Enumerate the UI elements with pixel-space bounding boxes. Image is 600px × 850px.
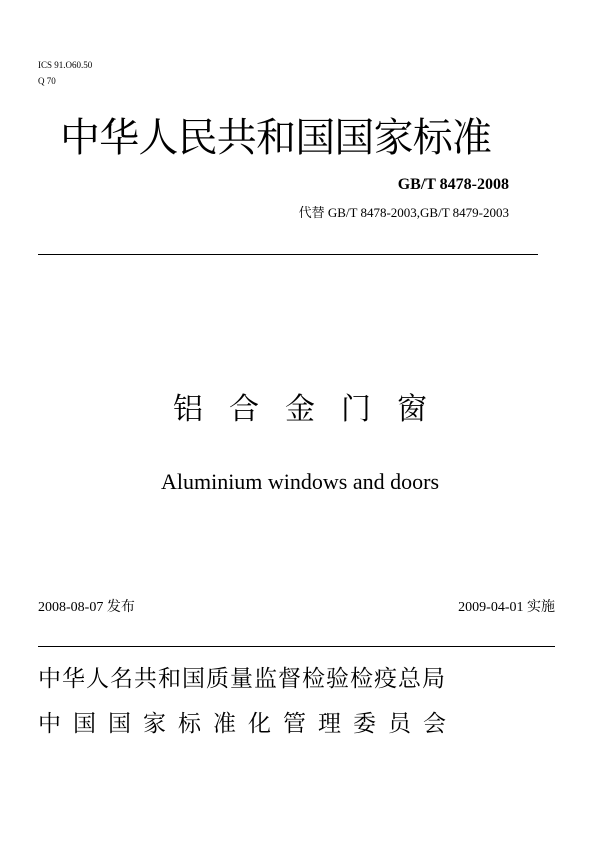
document-title-chinese: 铝合金门窗: [173, 392, 453, 427]
issuing-authority-2: 中国国家标准化管理委员会: [38, 711, 458, 737]
issuing-authority-1: 中华人名共和国质量监督检验检疫总局: [38, 666, 446, 692]
ics-code: ICS 91.O60.50: [38, 60, 93, 70]
top-divider: [38, 254, 538, 255]
issue-date: 2008-08-07 发布: [38, 600, 135, 615]
replaces-note: 代替 GB/T 8478-2003,GB/T 8479-2003: [298, 205, 509, 220]
bottom-divider: [38, 646, 555, 647]
ccs-code: Q 70: [38, 76, 56, 86]
standard-number: GB/T 8478-2008: [397, 176, 509, 193]
national-standard-heading: 中华人民共和国国家标准: [60, 115, 492, 161]
document-title-english: Aluminium windows and doors: [160, 469, 440, 494]
implementation-date: 2009-04-01 实施: [458, 600, 555, 615]
